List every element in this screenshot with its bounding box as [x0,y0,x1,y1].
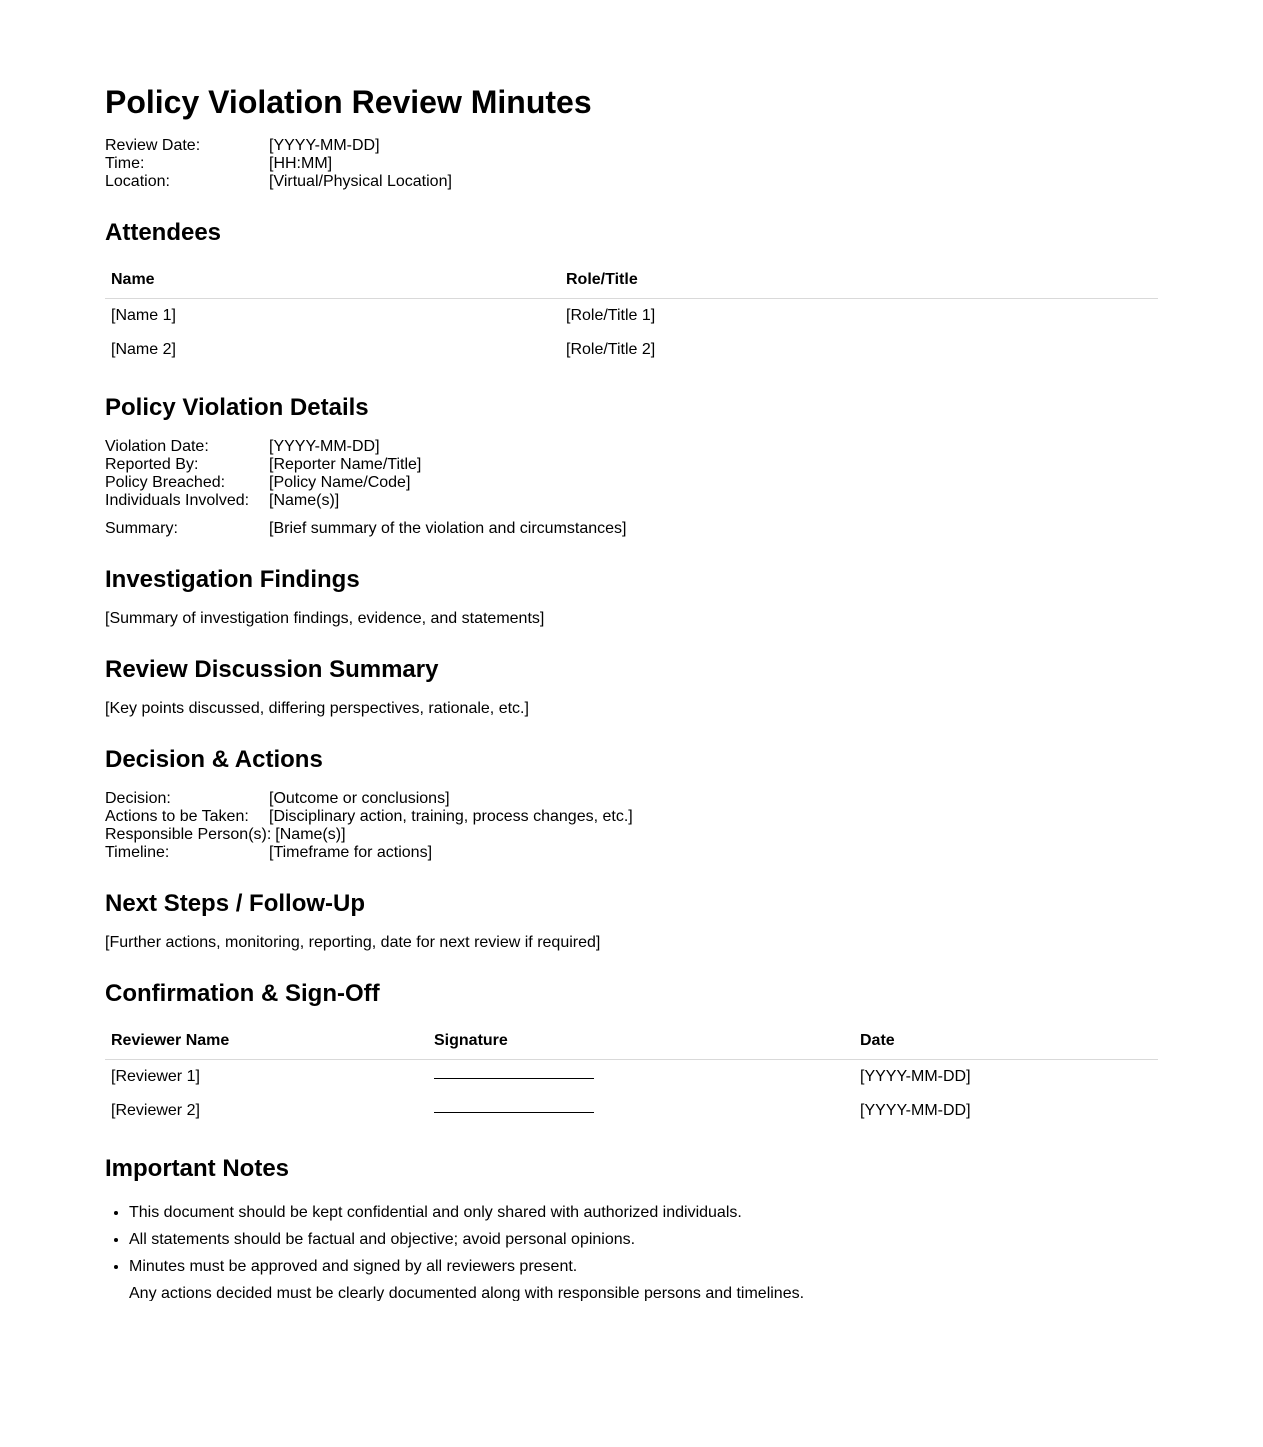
decision-row [105,844,1005,862]
column-header-role: Role/Title [560,262,1158,299]
field-value: [Name(s)] [269,492,340,509]
column-header-date: Date [854,1023,1158,1060]
field-value: [YYYY-MM-DD] [269,137,380,154]
meeting-row-location [105,173,1005,191]
signoff-table [105,1023,1158,1128]
attendee-role: [Role/Title 2] [566,341,656,358]
field-label: Review Date: [105,137,201,154]
field-value: [Virtual/Physical Location] [269,173,452,190]
reviewer-name: [Reviewer 1] [111,1068,200,1085]
table-row [105,299,1158,334]
field-value: [HH:MM] [269,155,333,172]
field-label: Timeline: [105,844,170,861]
violation-heading: Policy Violation Details [105,394,369,421]
decision-row [105,808,1005,826]
signature-cell [428,1060,854,1095]
decision-row [105,826,1005,844]
page-title: Policy Violation Review Minutes [105,84,592,120]
table-row [105,1060,1158,1095]
field-value: [Disciplinary action, training, process changes, etc.] [269,808,633,825]
field-label: Decision: [105,790,171,807]
review-date: [YYYY-MM-DD] [860,1102,971,1119]
meeting-row-time [105,155,1005,173]
field-value: [Timeframe for actions] [269,844,433,861]
signature-cell [428,1094,854,1128]
reviewer-name: [Reviewer 2] [111,1102,200,1119]
violation-row [105,438,1005,456]
violation-row [105,456,1005,474]
field-label: Individuals Involved: [105,492,250,509]
violation-row [105,474,1005,492]
field-label: Time: [105,155,145,172]
summary-row [105,520,1005,538]
meeting-row-review-date [105,137,1005,155]
findings-heading: Investigation Findings [105,566,360,593]
field-value: [Outcome or conclusions] [269,790,450,807]
next-steps-text: [Further actions, monitoring, reporting, date for next review if required] [105,934,601,951]
attendee-name: [Name 2] [111,341,176,358]
list-item: • Minutes must be approved and signed by all reviewers present. [129,1258,1129,1285]
field-label: Responsible Person(s): [105,826,272,843]
field-label: Reported By: [105,456,199,473]
meeting-info [105,137,1005,191]
decision-heading: Decision & Actions [105,746,323,773]
field-label: Violation Date: [105,438,209,455]
notes-list [105,1204,1129,1301]
field-label: Policy Breached: [105,474,226,491]
notes-heading: Important Notes [105,1155,290,1182]
attendee-name: [Name 1] [111,307,176,324]
table-row [105,333,1158,367]
attendees-table [105,262,1158,367]
violation-details [105,438,1005,510]
field-label: Summary: [105,520,178,537]
field-label: Location: [105,173,170,190]
discussion-heading: Review Discussion Summary [105,656,439,683]
decision-details [105,790,1005,862]
field-value: [Reporter Name/Title] [269,456,422,473]
discussion-text: [Key points discussed, differing perspectives, rationale, etc.] [105,700,529,717]
next-steps-heading: Next Steps / Follow-Up [105,890,366,917]
field-value: [Brief summary of the violation and circumstances] [269,520,627,537]
field-label: Actions to be Taken: [105,808,249,825]
field-value: [Policy Name/Code] [269,474,411,491]
list-item: • Any actions decided must be clearly documented along with responsible persons and timelines. [129,1285,1129,1301]
table-header-row [105,262,1158,299]
review-date: [YYYY-MM-DD] [860,1068,971,1085]
attendees-heading: Attendees [105,219,222,246]
signature-line [434,1066,594,1079]
column-header-signature: Signature [428,1023,854,1060]
findings-text: [Summary of investigation findings, evidence, and statements] [105,610,545,627]
decision-row [105,790,1005,808]
list-item: • All statements should be factual and objective; avoid personal opinions. [129,1231,1129,1258]
attendee-role: [Role/Title 1] [566,307,656,324]
signature-line [434,1100,594,1113]
table-header-row [105,1023,1158,1060]
list-item: • This document should be kept confidential and only shared with authorized individuals. [129,1204,1129,1231]
field-value: [YYYY-MM-DD] [269,438,380,455]
column-header-reviewer: Reviewer Name [105,1023,428,1060]
violation-summary [105,520,1005,538]
column-header-name: Name [105,262,560,299]
signoff-heading: Confirmation & Sign-Off [105,980,380,1007]
table-row [105,1094,1158,1128]
violation-row [105,492,1005,510]
field-value: [Name(s)] [275,826,346,843]
